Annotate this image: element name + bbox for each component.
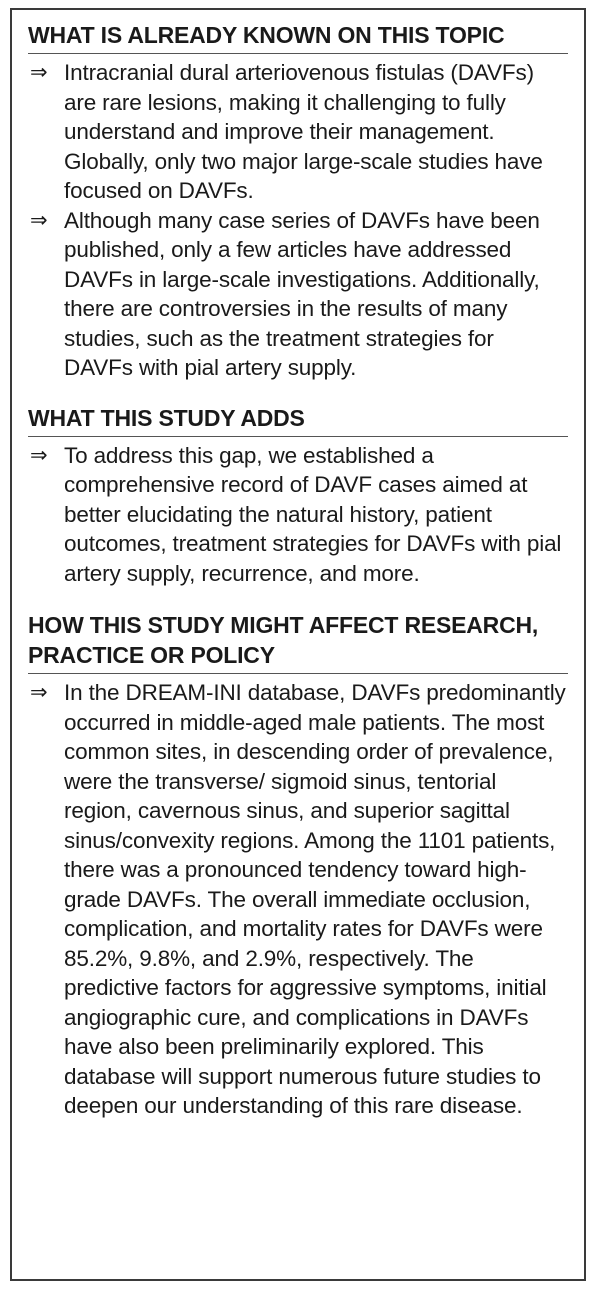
- arrow-right-double-icon: ⇒: [30, 442, 48, 467]
- section-adds: [28, 393, 568, 597]
- section-impact: [28, 598, 568, 1129]
- bullet-item: [28, 441, 568, 589]
- section-title-adds: WHAT THIS STUDY ADDS: [28, 393, 568, 437]
- section-title-known: WHAT IS ALREADY KNOWN ON THIS TOPIC: [28, 10, 568, 54]
- bullet-text: Intracranial dural arteriovenous fistulas (DAVFs) are rare lesions, making it challenging to fully understand and improve their management. Globally, only two major large-scale studies have focused on DAVFs.: [64, 60, 543, 203]
- bullet-item: [28, 58, 568, 206]
- arrow-right-double-icon: ⇒: [30, 60, 48, 84]
- bullet-list-adds: [28, 437, 568, 597]
- bullet-text: In the DREAM-INI database, DAVFs predominantly occurred in middle-aged male patients. The most common sites, in descending order of prevalence, were the transverse/ sigmoid sinus, tentorial region, cavernous sinus, and superior sagittal sinus/convexity regions. Among the 1101 patients, there was a pronounced tendency toward high-grade DAVFs. The overall immediate occlusion, complication, and mortality rates for DAVFs were 85.2%, 9.8%, and 2.9%, respectively. The predictive factors for aggressive symptoms, initial angiographic cure, and complications in DAVFs have also been preliminarily explored. This database will support numerous future studies to deepen our understanding of this rare disease.: [64, 680, 566, 1118]
- bullet-item: [28, 678, 568, 1121]
- section-title-impact: HOW THIS STUDY MIGHT AFFECT RESEARCH, PRACTICE OR POLICY: [28, 598, 568, 674]
- bullet-item: [28, 206, 568, 383]
- bullet-list-impact: [28, 674, 568, 1129]
- section-known: [28, 10, 568, 391]
- arrow-right-double-icon: ⇒: [30, 207, 48, 232]
- bullet-list-known: [28, 54, 568, 391]
- summary-box: [10, 8, 586, 1281]
- arrow-right-double-icon: ⇒: [30, 680, 48, 704]
- bullet-text: To address this gap, we established a comprehensive record of DAVF cases aimed at better elucidating the natural history, patient outcomes, treatment strategies for DAVFs with pial artery supply, recurrence, and more.: [64, 442, 562, 586]
- bullet-text: Although many case series of DAVFs have been published, only a few articles have addressed DAVFs in large-scale investigations. Additionally, there are controversies in the results of many studies, such as the treatment strategies for DAVFs with pial artery supply.: [64, 207, 540, 380]
